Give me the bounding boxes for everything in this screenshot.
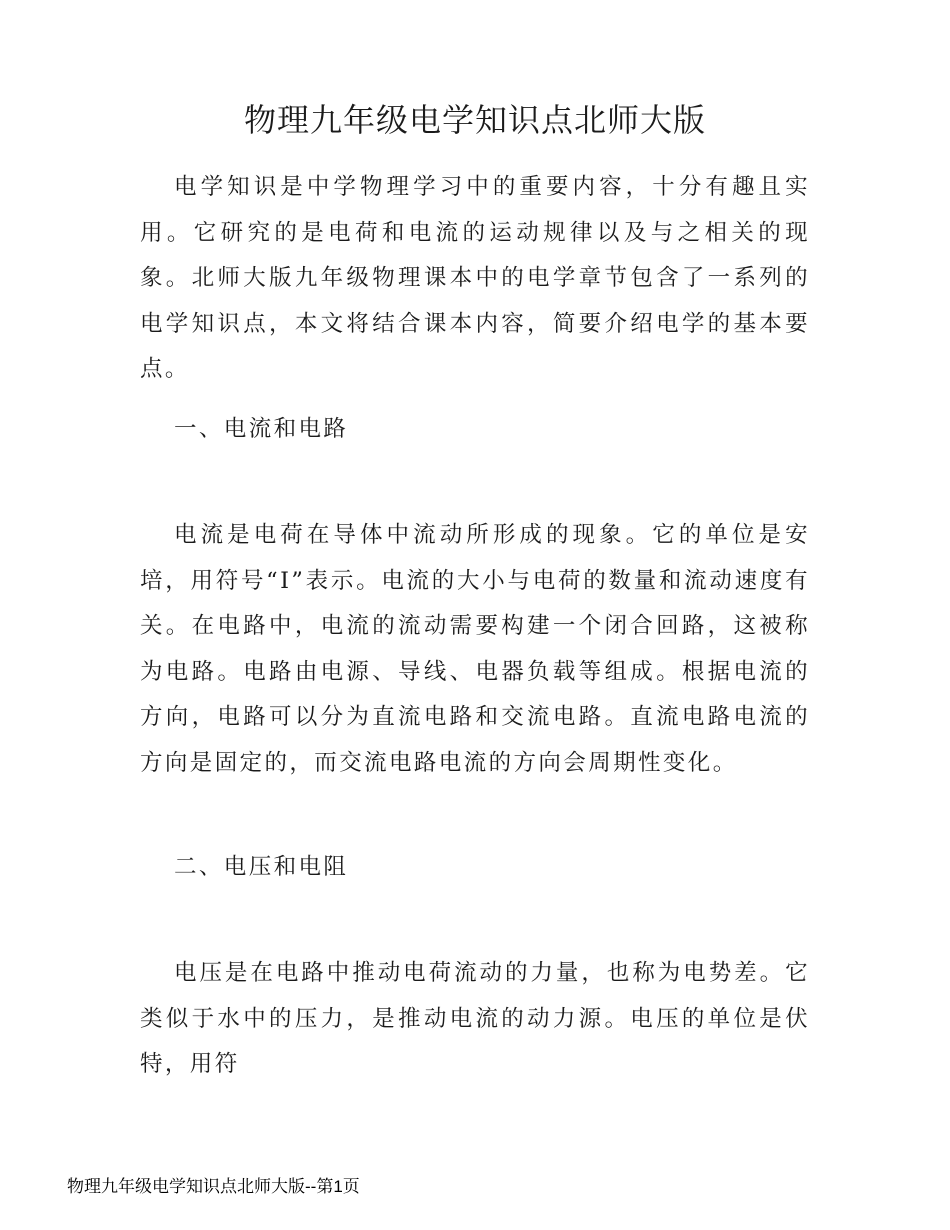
section-body-current-circuit: 电流是电荷在导体中流动所形成的现象。它的单位是安培，用符号“I”表示。电流的大小与电荷的数量和流动速度有关。在电路中，电流的流动需要构建一个闭合回路，这被称为电路。电路由电源、导线、电器负载等组成。根据电流的方向，电路可以分为直流电路和交流电路。直流电路电流的方向是固定的，而交流电路电流的方向会周期性变化。 [140,522,810,776]
section-heading-voltage-resistance: 二、电压和电阻 [174,854,349,880]
section-body-voltage-resistance: 电压是在电路中推动电荷流动的力量，也称为电势差。它类似于水中的压力，是推动电流的动力源。电压的单位是伏特，用符 [140,960,810,1077]
section-heading-current-circuit: 一、电流和电路 [174,416,349,442]
document-title: 物理九年级电学知识点北师大版 [243,101,706,139]
intro-paragraph: 电学知识是中学物理学习中的重要内容，十分有趣且实用。它研究的是电荷和电流的运动规律以及与之相关的现象。北师大版九年级物理课本中的电学章节包含了一系列的电学知识点，本文将结合课本内容，简要介绍电学的基本要点。 [140,174,810,382]
page-footer: 物理九年级电学知识点北师大版--第1页 [67,1177,360,1196]
